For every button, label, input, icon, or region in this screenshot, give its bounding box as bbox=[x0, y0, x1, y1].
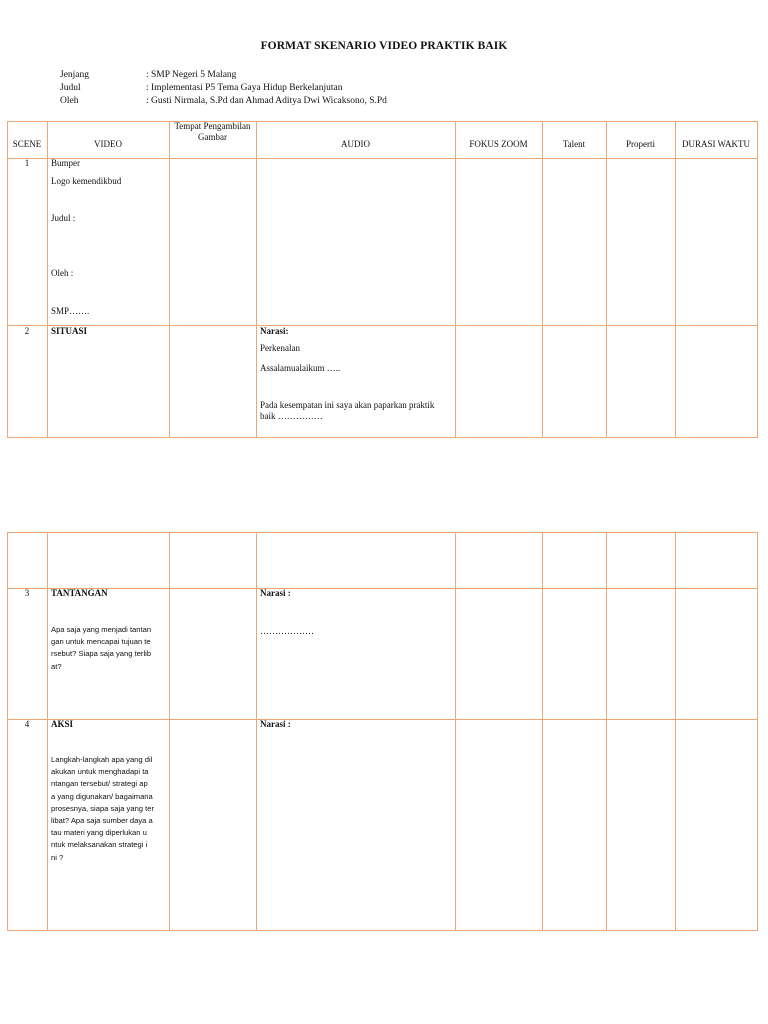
table-rule bbox=[455, 532, 456, 931]
video-line: Logo kemendikbud bbox=[51, 176, 122, 186]
table-rule bbox=[757, 121, 758, 438]
meta-value: : Gusti Nirmala, S.Pd dan Ahmad Aditya Dwi Wicaksono, S.Pd bbox=[146, 96, 387, 106]
table-rule bbox=[7, 532, 758, 533]
table-rule bbox=[542, 532, 543, 931]
scenario-table-2 bbox=[7, 532, 758, 931]
table-rule bbox=[7, 325, 758, 326]
video-heading: SITUASI bbox=[51, 326, 88, 336]
table-rule bbox=[7, 158, 758, 159]
video-text bbox=[51, 624, 167, 673]
video-line: a yang digunakan/ bagaimana bbox=[51, 791, 153, 801]
video-text bbox=[51, 754, 167, 864]
header-tempat-line1: Tempat Pengambilan bbox=[174, 121, 251, 131]
meta-value: : SMP Negeri 5 Malang bbox=[146, 70, 237, 80]
scene-number: 2 bbox=[24, 326, 30, 336]
table-rule bbox=[606, 532, 607, 931]
header-audio: AUDIO bbox=[341, 139, 370, 149]
video-line: at? bbox=[51, 661, 62, 671]
video-line: tau materi yang diperlukan u bbox=[51, 828, 147, 838]
video-line: libat? Apa saja sumber daya a bbox=[51, 816, 153, 826]
table-rule bbox=[7, 121, 758, 122]
audio-line: baik …………… bbox=[260, 411, 323, 421]
table-rule bbox=[256, 121, 257, 438]
table-rule bbox=[256, 532, 257, 931]
video-line: ntangan tersebut/ strategi ap bbox=[51, 779, 148, 789]
video-line: prosesnya, siapa saja yang ter bbox=[51, 803, 154, 813]
table-rule bbox=[7, 437, 758, 438]
header-video: VIDEO bbox=[94, 139, 122, 149]
video-line: Apa saja yang menjadi tantan bbox=[51, 625, 152, 634]
video-line: rsebut? Siapa saja yang terlib bbox=[51, 649, 152, 659]
table-rule bbox=[542, 121, 543, 438]
video-line: ni ? bbox=[51, 852, 64, 862]
table-rule bbox=[7, 930, 758, 931]
video-line: Oleh : bbox=[51, 268, 74, 278]
header-fokus-zoom: FOKUS ZOOM bbox=[469, 139, 528, 149]
header-properti: Properti bbox=[626, 139, 655, 149]
video-line: gan untuk mencapai tujuan te bbox=[51, 637, 151, 647]
audio-line: Perkenalan bbox=[260, 343, 300, 353]
meta-label: Judul bbox=[60, 83, 81, 93]
audio-line: Pada kesempatan ini saya akan paparkan praktik bbox=[260, 400, 435, 410]
video-line: ntuk melaksanakan strategi i bbox=[51, 840, 148, 850]
table-rule bbox=[757, 532, 758, 931]
header-scene: SCENE bbox=[12, 139, 42, 149]
header-durasi: DURASI WAKTU bbox=[681, 139, 751, 149]
table-rule bbox=[47, 532, 48, 931]
scenario-table-1 bbox=[7, 121, 758, 438]
page-title: FORMAT SKENARIO VIDEO PRAKTIK BAIK bbox=[260, 40, 508, 52]
table-rule bbox=[169, 532, 170, 931]
audio-line: ……………… bbox=[260, 626, 314, 636]
video-line: Judul : bbox=[51, 213, 76, 223]
meta-label: Oleh bbox=[60, 96, 79, 106]
table-rule bbox=[675, 121, 676, 438]
table-rule bbox=[7, 719, 758, 720]
meta-label: Jenjang bbox=[60, 70, 90, 80]
video-heading: TANTANGAN bbox=[51, 588, 108, 598]
scene-number: 3 bbox=[24, 588, 30, 598]
table-rule bbox=[606, 121, 607, 438]
meta-value: : Implementasi P5 Tema Gaya Hidup Berkelanjutan bbox=[146, 83, 343, 93]
header-tempat-line2: Gambar bbox=[198, 132, 227, 142]
table-rule bbox=[675, 532, 676, 931]
scene-number: 4 bbox=[24, 719, 30, 729]
scene-number: 1 bbox=[24, 158, 30, 168]
header-tempat bbox=[169, 121, 256, 143]
table-rule bbox=[455, 121, 456, 438]
audio-heading: Narasi: bbox=[260, 326, 289, 336]
table-rule bbox=[47, 121, 48, 438]
video-line: akukan untuk menghadapi ta bbox=[51, 767, 149, 777]
video-line: Langkah-langkah apa yang dil bbox=[51, 755, 153, 764]
table-rule bbox=[7, 588, 758, 589]
audio-line: Assalamualaikum ….. bbox=[260, 363, 341, 373]
video-line: SMP……. bbox=[51, 306, 90, 316]
video-line: Bumper bbox=[51, 158, 80, 168]
table-rule bbox=[169, 121, 170, 438]
header-talent: Talent bbox=[562, 139, 586, 149]
video-heading: AKSI bbox=[51, 719, 74, 729]
audio-heading: Narasi : bbox=[260, 588, 291, 598]
audio-heading: Narasi : bbox=[260, 719, 291, 729]
